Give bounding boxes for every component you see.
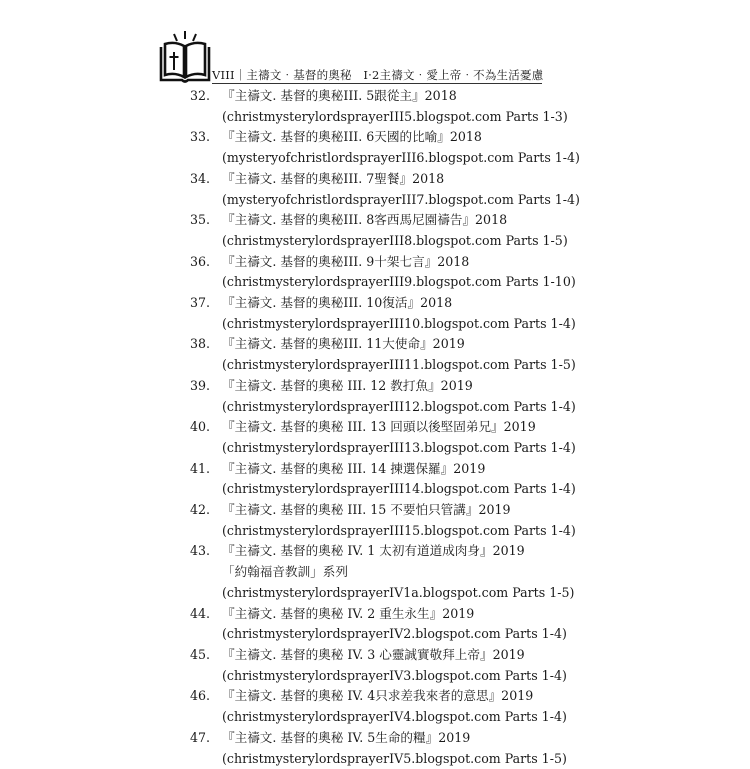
reference-entry [190,127,570,168]
entry-text [222,334,576,375]
reference-entry [190,417,570,458]
entry-number: 38. [190,334,222,375]
entry-url-line: (christmysterylordsprayerIII15.blogspot.com Parts 1-4) [222,521,576,542]
entry-text [222,86,570,127]
reference-entry [190,604,570,645]
entry-text [222,417,576,458]
entry-number: 40. [190,417,222,458]
entry-title-line: 『主禱文. 基督的奧秘III. 11大使命』2019 [222,334,576,355]
entry-title-line: 『主禱文. 基督的奧秘III. 5跟從主』2018 [222,86,570,107]
entry-text [222,728,570,769]
entry-number: 43. [190,541,222,603]
entry-number: 34. [190,169,222,210]
entry-text [222,293,576,334]
entry-title-line: 「約翰福音教訓」系列 [222,562,574,583]
entry-text [222,376,576,417]
reference-entry [190,334,570,375]
entry-url-line: (christmysterylordsprayerIII10.blogspot.com Parts 1-4) [222,314,576,335]
entry-url-line: (christmysterylordsprayerIV1a.blogspot.com Parts 1-5) [222,583,574,604]
reference-entry [190,252,570,293]
entry-text [222,459,576,500]
entry-text [222,645,570,686]
entry-number: 41. [190,459,222,500]
entry-url-line: (christmysterylordsprayerIII14.blogspot.com Parts 1-4) [222,479,576,500]
entry-title-line: 『主禱文. 基督的奧秘III. 7聖餐』2018 [222,169,580,190]
entry-url-line: (christmysterylordsprayerIV4.blogspot.com Parts 1-4) [222,707,570,728]
reference-entry [190,541,570,603]
entry-title-line: 『主禱文. 基督的奧秘III. 8客西馬尼園禱告』2018 [222,210,570,231]
entry-title-line: 『主禱文. 基督的奧秘 IV. 2 重生永生』2019 [222,604,570,625]
entry-url-line: (christmysterylordsprayerIV2.blogspot.com Parts 1-4) [222,624,570,645]
reference-entry [190,376,570,417]
entry-title-line: 『主禱文. 基督的奧秘 IV. 5生命的糧』2019 [222,728,570,749]
entry-url-line: (christmysterylordsprayerIV3.blogspot.com Parts 1-4) [222,666,570,687]
entry-title-line: 『主禱文. 基督的奧秘 III. 13 回頭以後堅固弟兄』2019 [222,417,576,438]
entry-number: 36. [190,252,222,293]
entry-title-line: 『主禱文. 基督的奧秘 III. 14 揀選保羅』2019 [222,459,576,480]
reference-entry [190,645,570,686]
entry-number: 37. [190,293,222,334]
entry-text [222,500,576,541]
entry-url-line: (mysteryofchristlordsprayerIII7.blogspot.com Parts 1-4) [222,190,580,211]
entry-title-line: 『主禱文. 基督的奧秘 III. 12 教打魚』2019 [222,376,576,397]
reference-entry [190,728,570,769]
reference-entry [190,293,570,334]
entry-text [222,686,570,727]
entry-url-line: (christmysterylordsprayerIII13.blogspot.com Parts 1-4) [222,438,576,459]
entry-title-line: 『主禱文. 基督的奧秘III. 6天國的比喻』2018 [222,127,580,148]
entry-title-line: 『主禱文. 基督的奧秘III. 9十架七言』2018 [222,252,576,273]
entry-url-line: (christmysterylordsprayerIII11.blogspot.com Parts 1-5) [222,355,576,376]
entry-title-line: 『主禱文. 基督的奧秘 IV. 4只求差我來者的意思』2019 [222,686,570,707]
entry-number: 33. [190,127,222,168]
entry-number: 47. [190,728,222,769]
reference-entry [190,500,570,541]
entry-title-line: 『主禱文. 基督的奧秘 IV. 3 心靈誠實敬拜上帝』2019 [222,645,570,666]
entry-number: 46. [190,686,222,727]
entry-number: 42. [190,500,222,541]
entry-text [222,541,574,603]
reference-entry [190,86,570,127]
entry-text [222,127,580,168]
reference-list [190,86,570,769]
entry-title-line: 『主禱文. 基督的奧秘 IV. 1 太初有道道成肉身』2019 [222,541,574,562]
entry-url-line: (christmysterylordsprayerIII8.blogspot.com Parts 1-5) [222,231,570,252]
entry-text [222,210,570,251]
entry-title-line: 『主禱文. 基督的奧秘III. 10復活』2018 [222,293,576,314]
page-header [158,30,543,92]
entry-url-line: (christmysterylordsprayerIII12.blogspot.com Parts 1-4) [222,397,576,418]
entry-text [222,169,580,210]
entry-title-line: 『主禱文. 基督的奧秘 III. 15 不要怕只管講』2019 [222,500,576,521]
entry-number: 44. [190,604,222,645]
reference-entry [190,459,570,500]
entry-url-line: (christmysterylordsprayerIII9.blogspot.com Parts 1-10) [222,272,576,293]
reference-entry [190,169,570,210]
entry-number: 32. [190,86,222,127]
open-bible-icon [158,30,212,86]
entry-url-line: (christmysterylordsprayerIII5.blogspot.com Parts 1-3) [222,107,570,128]
entry-number: 35. [190,210,222,251]
entry-number: 45. [190,645,222,686]
reference-entry [190,686,570,727]
entry-text [222,604,570,645]
entry-url-line: (mysteryofchristlordsprayerIII6.blogspot.com Parts 1-4) [222,148,580,169]
reference-entry [190,210,570,251]
header-rule [212,83,542,84]
running-header-text: VIII｜主禱文‧基督的奧秘 I‧2主禱文‧愛上帝‧不為生活憂慮 [212,67,543,83]
entry-url-line: (christmysterylordsprayerIV5.blogspot.com Parts 1-5) [222,749,570,769]
entry-text [222,252,576,293]
entry-number: 39. [190,376,222,417]
